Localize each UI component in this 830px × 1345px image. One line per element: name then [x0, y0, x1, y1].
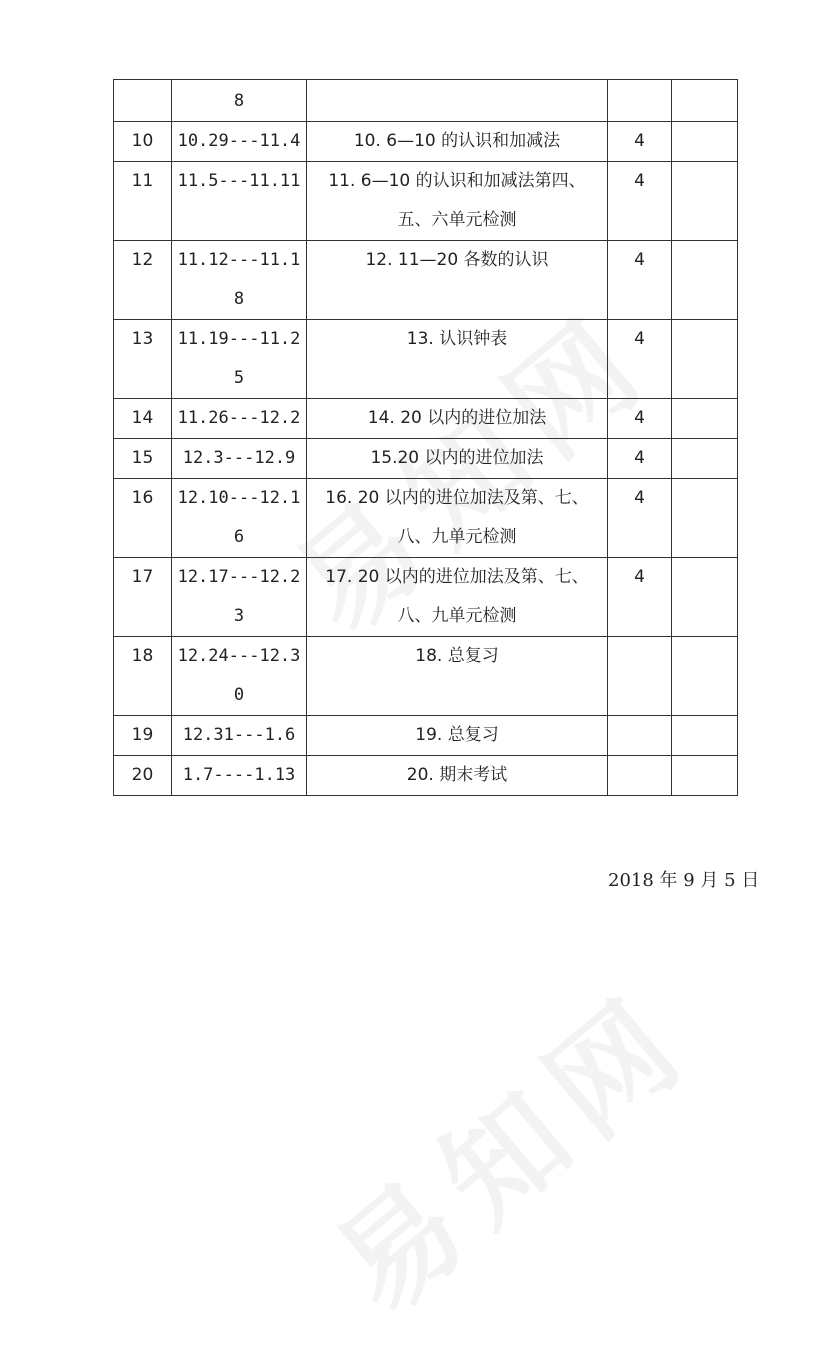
date-cell — [172, 479, 307, 558]
table-row — [114, 558, 738, 637]
week-cell — [114, 320, 172, 399]
table-row — [114, 439, 738, 479]
date-cell — [172, 439, 307, 479]
date-cell-text: 12.10---12.16 — [177, 488, 301, 547]
content-cell — [307, 558, 608, 637]
date-cell — [172, 80, 307, 122]
content-cell — [307, 320, 608, 399]
document-date: 2018 年 9 月 5 日 — [608, 870, 760, 891]
week-cell-text: 12 — [131, 250, 154, 270]
table-row — [114, 637, 738, 716]
table-row — [114, 80, 738, 122]
week-cell — [114, 122, 172, 162]
note-cell — [672, 716, 738, 756]
week-cell-text: 17 — [131, 567, 154, 587]
date-cell — [172, 162, 307, 241]
date-cell-text: 10.29---11.4 — [177, 131, 301, 151]
schedule-table-body — [114, 80, 738, 796]
hours-cell — [608, 241, 672, 320]
content-cell — [307, 80, 608, 122]
date-cell — [172, 241, 307, 320]
hours-cell — [608, 439, 672, 479]
table-row — [114, 756, 738, 796]
content-cell — [307, 162, 608, 241]
week-cell-text: 11 — [131, 171, 154, 191]
date-cell — [172, 558, 307, 637]
content-cell-text: 12. 11—20 各数的认识 — [365, 250, 549, 270]
week-cell-text: 19 — [131, 725, 154, 745]
hours-cell-text: 4 — [634, 250, 645, 270]
week-cell-text: 14 — [131, 408, 154, 428]
week-cell — [114, 399, 172, 439]
date-cell — [172, 637, 307, 716]
hours-cell — [608, 558, 672, 637]
hours-cell — [608, 399, 672, 439]
week-cell — [114, 756, 172, 796]
hours-cell — [608, 479, 672, 558]
date-cell-text: 12.31---1.6 — [182, 725, 296, 745]
note-cell — [672, 756, 738, 796]
hours-cell-text: 4 — [634, 488, 645, 508]
note-cell — [672, 122, 738, 162]
week-cell — [114, 716, 172, 756]
hours-cell — [608, 637, 672, 716]
content-cell-text: 16. 20 以内的进位加法及第、七、八、九单元检测 — [325, 488, 589, 547]
table-row — [114, 399, 738, 439]
week-cell-text: 20 — [131, 765, 154, 785]
date-cell — [172, 399, 307, 439]
date-cell — [172, 320, 307, 399]
week-cell — [114, 80, 172, 122]
date-cell-text: 12.3---12.9 — [182, 448, 296, 468]
content-cell — [307, 241, 608, 320]
content-cell-text: 18. 总复习 — [415, 646, 499, 666]
table-row — [114, 716, 738, 756]
date-cell-text: 8 — [233, 91, 245, 111]
note-cell — [672, 399, 738, 439]
table-row — [114, 241, 738, 320]
table-row — [114, 122, 738, 162]
content-cell — [307, 122, 608, 162]
week-cell — [114, 241, 172, 320]
week-cell — [114, 637, 172, 716]
content-cell-text: 13. 认识钟表 — [406, 329, 508, 349]
content-cell — [307, 479, 608, 558]
hours-cell — [608, 320, 672, 399]
week-cell-text: 10 — [131, 131, 154, 151]
content-cell-text: 17. 20 以内的进位加法及第、七、八、九单元检测 — [325, 567, 589, 626]
note-cell — [672, 162, 738, 241]
hours-cell — [608, 716, 672, 756]
date-cell-text: 11.5---11.11 — [177, 171, 301, 191]
date-cell-text: 12.24---12.30 — [177, 646, 301, 705]
date-cell — [172, 756, 307, 796]
date-cell-text: 1.7----1.13 — [182, 765, 296, 785]
week-cell-text: 15 — [131, 448, 154, 468]
hours-cell-text: 4 — [634, 171, 645, 191]
hours-cell — [608, 80, 672, 122]
week-cell — [114, 439, 172, 479]
content-cell — [307, 756, 608, 796]
date-cell-text: 11.26---12.2 — [177, 408, 301, 428]
note-cell — [672, 637, 738, 716]
hours-cell — [608, 162, 672, 241]
week-cell — [114, 558, 172, 637]
note-cell — [672, 80, 738, 122]
content-cell-text: 11. 6—10 的认识和加减法第四、五、六单元检测 — [328, 171, 586, 230]
week-cell — [114, 162, 172, 241]
hours-cell-text: 4 — [634, 329, 645, 349]
note-cell — [672, 241, 738, 320]
note-cell — [672, 558, 738, 637]
content-cell — [307, 399, 608, 439]
week-cell — [114, 479, 172, 558]
hours-cell-text: 4 — [634, 448, 645, 468]
date-cell-text: 12.17---12.23 — [177, 567, 301, 626]
content-cell — [307, 716, 608, 756]
date-cell-text: 11.12---11.18 — [177, 250, 301, 309]
hours-cell — [608, 122, 672, 162]
hours-cell-text: 4 — [634, 408, 645, 428]
note-cell — [672, 439, 738, 479]
schedule-table — [113, 79, 738, 796]
content-cell-text: 15.20 以内的进位加法 — [370, 448, 544, 468]
note-cell — [672, 479, 738, 558]
content-cell-text: 10. 6—10 的认识和加减法 — [353, 131, 561, 151]
note-cell — [672, 320, 738, 399]
date-cell — [172, 716, 307, 756]
hours-cell-text: 4 — [634, 567, 645, 587]
hours-cell-text: 4 — [634, 131, 645, 151]
content-cell-text: 20. 期末考试 — [406, 765, 508, 785]
content-cell-text: 19. 总复习 — [415, 725, 499, 745]
hours-cell — [608, 756, 672, 796]
table-row — [114, 162, 738, 241]
week-cell-text: 18 — [131, 646, 154, 666]
week-cell-text: 13 — [131, 329, 154, 349]
content-cell — [307, 439, 608, 479]
week-cell-text: 16 — [131, 488, 154, 508]
table-row — [114, 479, 738, 558]
table-row — [114, 320, 738, 399]
date-cell — [172, 122, 307, 162]
watermark — [293, 947, 721, 1345]
content-cell — [307, 637, 608, 716]
date-cell-text: 11.19---11.25 — [177, 329, 301, 388]
content-cell-text: 14. 20 以内的进位加法 — [367, 408, 547, 428]
